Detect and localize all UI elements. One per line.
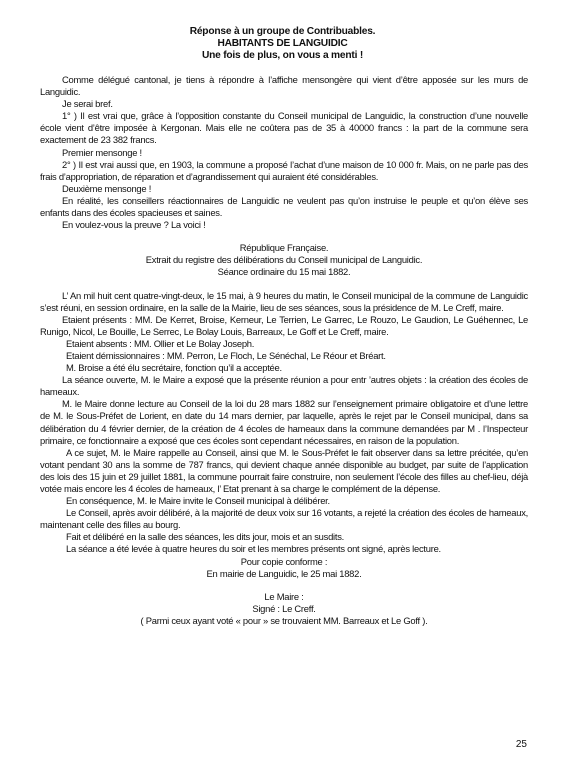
extract-paragraph: Etaient démissionnaires : MM. Perron, Le Floch, Le Sénéchal, Le Réour et Bréart.	[66, 349, 386, 361]
extract-paragraph: Etaient absents : MM. Ollier et Le Bolay Joseph.	[66, 337, 255, 349]
intro-paragraph: Premier mensonge !	[62, 146, 142, 158]
intro-paragraph: Deuxième mensonge !	[62, 182, 152, 194]
extract-header-line: République Française.	[239, 242, 329, 254]
extract-paragraph: A ce sujet, M. le Maire rappelle au Conseil, ainsi que M. le Sous-Préfet le fait observer dans sa lettre précitée, qu’en votant pendant 30 ans la somme de 787 francs, qui devient chaque année disponible au budget, par suite de l’application des lois des 15 juin et 29 juillet 1881, la commune pourrait faire construire, non seulement l’école des filles au chef-lieu, déjà votée mais encore les 4 écoles de hameaux, l’ Etat prenant à sa charge le complément de la dépense.	[40, 446, 528, 494]
certification-line: Pour copie conforme :	[240, 555, 328, 567]
signature-line: Le Maire :	[264, 590, 304, 602]
intro-paragraph: Je serai bref.	[62, 98, 113, 110]
spacer	[40, 231, 528, 242]
header-line-2: HABITANTS DE LANGUIDIC	[217, 38, 348, 49]
extract-paragraph: En conséquence, M. le Maire invite le Conseil municipal à délibérer.	[66, 495, 330, 507]
intro-paragraph: 2° ) Il est vrai aussi que, en 1903, la commune a proposé l’achat d’une maison de 10 000 fr. Mais, on ne parle pas des frais d’appropriation, de réparation et d’agrandissement qui auraient été considérables.	[40, 158, 528, 182]
signature-line: Signé : Le Creff.	[252, 602, 316, 614]
spacer	[40, 279, 528, 290]
document-body	[40, 74, 528, 627]
intro-paragraph: En réalité, les conseillers réactionnaires de Languidic ne veulent pas qu’on instruise le peuple et qu’on élève ses enfants dans des écoles spacieuses et saines.	[40, 194, 528, 219]
header-line-3: Une fois de plus, on vous a menti !	[201, 50, 364, 61]
spacer	[40, 580, 528, 591]
certification-line: En mairie de Languidic, le 25 mai 1882.	[206, 567, 362, 579]
intro-paragraph: 1° ) Il est vrai que, grâce à l’opposition constante du Conseil municipal de Languidic, la construction d’une nouvelle école vient d’être imposée à Kergonan. Mais elle ne coûtera pas de 35 à 40000 francs : la part de la commune sera exactement de 23 382 francs.	[40, 110, 528, 146]
extract-paragraph: L’ An mil huit cent quatre-vingt-deux, le 15 mai, à 9 heures du matin, le Conseil municipal de la commune de Languidic s’est réuni, en session ordinaire, en la salle de la Mairie, lieu de ses séances, sous la présidence de M. Le Creff, maire.	[40, 289, 528, 313]
signature-note: ( Parmi ceux ayant voté « pour » se trouvaient MM. Barreaux et Le Goff ).	[140, 614, 428, 626]
intro-paragraph: Comme délégué cantonal, je tiens à répondre à l’affiche mensongère qui vient d’être apposée sur les murs de Languidic.	[40, 74, 528, 98]
extract-paragraph: Fait et délibéré en la salle des séances, les dits jour, mois et an susdits.	[66, 531, 345, 543]
intro-paragraph: En voulez-vous la preuve ? La voici !	[62, 219, 206, 231]
extract-paragraph: Etaient présents : MM. De Kerret, Broise, Kerneur, Le Terrien, Le Garrec, Le Rouzo, Le Gaudion, Le Guéhennec, Le Runigo, Nicol, Le Bouille, Le Serrec, Le Bolay Louis, Barreaux, Le Goff et Le Creff, maire.	[40, 313, 528, 337]
extract-paragraph: La séance a été levée à quatre heures du soir et les membres présents ont signé, après lecture.	[66, 543, 441, 555]
extract-paragraph: Le Conseil, après avoir délibéré, à la majorité de deux voix sur 16 votants, a rejeté la création des écoles de hameaux, maintenant celle des filles au bourg.	[40, 507, 528, 531]
extract-paragraph: M. le Maire donne lecture au Conseil de la loi du 28 mars 1882 sur l’enseignement primaire obligatoire et d’une lettre de M. le Sous-Préfet de Lorient, en date du 14 mars dernier, par laquelle, après le rejet par le Conseil municipal, dans sa délibération du 4 février dernier, de la création de 4 écoles de hameaux dans la commune demandées par M . l’Inspecteur primaire, ce fonctionnaire a exposé que ces écoles sont cependant nécessaires, en raison de la population.	[40, 398, 528, 446]
extract-header-line: Extrait du registre des délibérations du Conseil municipal de Languidic.	[145, 254, 423, 266]
extract-header-line: Séance ordinaire du 15 mai 1882.	[217, 266, 351, 278]
document-header	[0, 26, 565, 62]
extract-paragraph: La séance ouverte, M. le Maire a exposé que la présente réunion a pour entr ’autres objets : la création des écoles de hameaux.	[40, 374, 528, 398]
header-line-1: Réponse à un groupe de Contribuables.	[189, 26, 376, 37]
extract-paragraph: M. Broise a été élu secrétaire, fonction qu’il a acceptée.	[66, 362, 282, 374]
page-number: 25	[515, 739, 527, 750]
